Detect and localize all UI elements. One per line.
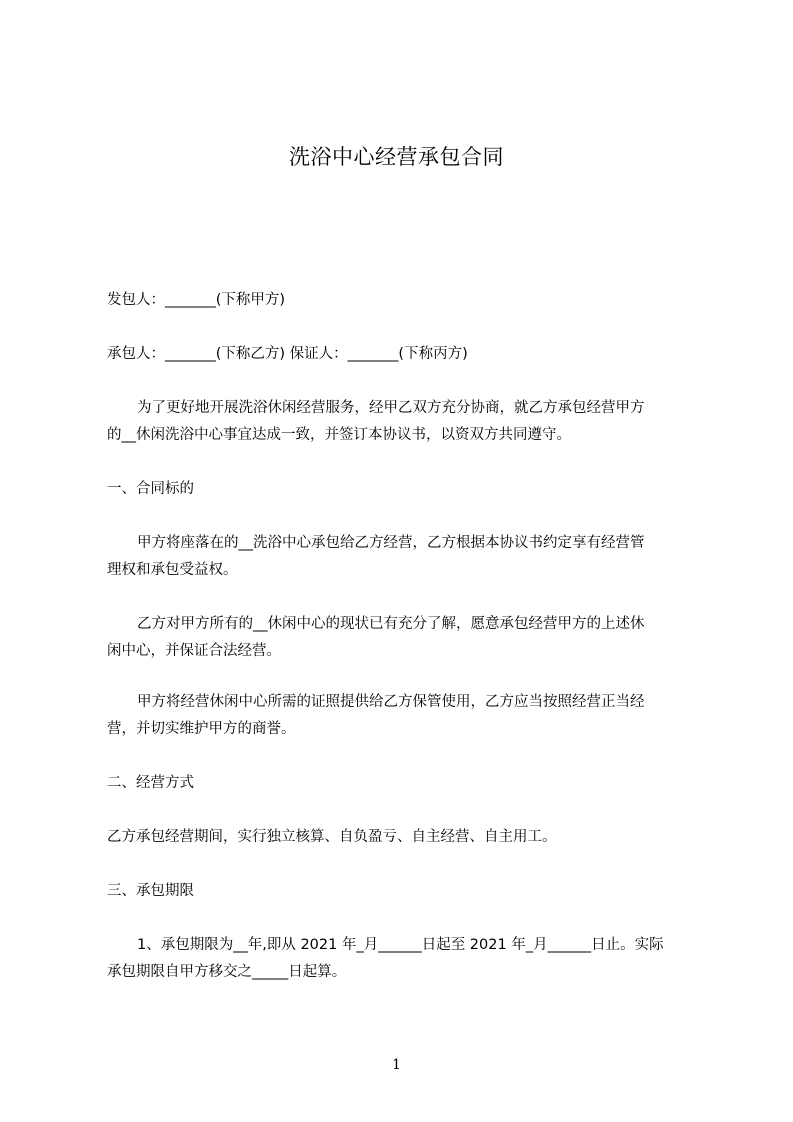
intro-line-1: 为了更好地开展洗浴休闲经营服务，经甲乙双方充分协商，就乙方承包经营甲方 bbox=[137, 400, 645, 416]
section-3-para-1-line-1: 1、承包期限为__年,即从 2021 年_月______日起至 2021 年_月______日止。实际 bbox=[137, 937, 664, 953]
section-1-para-1-line-2: 理权和承包受益权。 bbox=[107, 562, 238, 578]
section-3-heading: 三、承包期限 bbox=[107, 883, 194, 899]
section-1-para-1-line-1: 甲方将座落在的__洗浴中心承包给乙方经营，乙方根据本协议书约定享有经营管 bbox=[137, 535, 645, 551]
section-2-para-1: 乙方承包经营期间，实行独立核算、自负盈亏、自主经营、自主用工。 bbox=[107, 829, 557, 845]
section-1-para-3-line-1: 甲方将经营休闲中心所需的证照提供给乙方保管使用，乙方应当按照经营正当经 bbox=[137, 694, 645, 710]
section-1-para-2-line-1: 乙方对甲方所有的__休闲中心的现状已有充分了解，愿意承包经营甲方的上述休 bbox=[137, 616, 645, 632]
party-b-line: 承包人：_______(下称乙方) 保证人：_______(下称丙方) bbox=[107, 346, 468, 362]
document-title: 洗浴中心经营承包合同 bbox=[289, 145, 504, 169]
intro-line-2: 的__休闲洗浴中心事宜达成一致，并签订本协议书，以资双方共同遵守。 bbox=[107, 427, 571, 443]
section-2-heading: 二、经营方式 bbox=[107, 775, 194, 791]
party-a-line: 发包人：_______(下称甲方) bbox=[107, 292, 286, 308]
section-1-para-3-line-2: 营，并切实维护甲方的商誉。 bbox=[107, 721, 296, 737]
page-number: 1 bbox=[392, 1057, 401, 1073]
section-3-para-1-line-2: 承包期限自甲方移交之_____日起算。 bbox=[107, 964, 347, 980]
section-1-heading: 一、合同标的 bbox=[107, 481, 194, 497]
section-1-para-2-line-2: 闲中心，并保证合法经营。 bbox=[107, 643, 281, 659]
